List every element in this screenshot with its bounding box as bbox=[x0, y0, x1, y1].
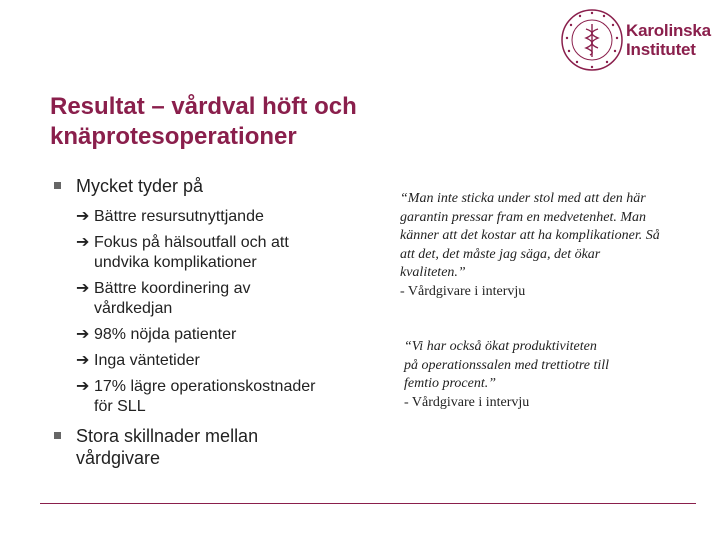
bullet-text: Mycket tyder på bbox=[76, 176, 204, 196]
square-bullet-icon bbox=[54, 432, 61, 439]
footer-divider bbox=[40, 503, 696, 504]
bullet-item bbox=[50, 175, 360, 197]
sub-bullet-line: Fokus på hälsoutfall och att bbox=[94, 234, 289, 251]
quote-1 bbox=[400, 190, 702, 301]
quote-line: kvaliteten.” bbox=[400, 265, 466, 280]
arrow-right-icon: ➔ bbox=[76, 234, 90, 251]
sub-bullet-line: 98% nöjda patienter bbox=[94, 326, 237, 343]
logo-line-2: Institutet bbox=[626, 40, 696, 59]
logo-line-1: Karolinska bbox=[626, 21, 711, 40]
arrow-right-icon: ➔ bbox=[76, 326, 90, 343]
quote-line: garantin pressar fram en medvetenhet. Man bbox=[400, 209, 646, 225]
arrow-right-icon: ➔ bbox=[76, 208, 90, 225]
slide-title bbox=[50, 92, 450, 152]
sub-bullet-line: Inga väntetider bbox=[94, 352, 200, 369]
sub-bullet-item bbox=[50, 351, 360, 371]
sub-bullet-line: undvika komplikationer bbox=[94, 254, 257, 271]
bullet-text-line: vårdgivare bbox=[76, 448, 161, 468]
quote-source: - Vårdgivare i intervju bbox=[404, 394, 530, 410]
quote-2 bbox=[404, 338, 674, 412]
karolinska-logo bbox=[560, 5, 710, 75]
sub-bullet-item bbox=[50, 279, 360, 319]
quote-line: “Vi har också ökat produktiviteten bbox=[404, 339, 597, 354]
bullet-list bbox=[50, 175, 360, 469]
bullet-text-line: Stora skillnader mellan bbox=[76, 426, 259, 446]
quote-line: på operationssalen med trettiotre till bbox=[404, 357, 610, 373]
sub-bullet-line: vårdkedjan bbox=[94, 300, 173, 317]
sub-bullet-line: Bättre resursutnyttjande bbox=[94, 208, 264, 225]
quote-line: att det, det måste jag säga, det ökar bbox=[400, 246, 601, 262]
sub-bullet-item bbox=[50, 207, 360, 227]
arrow-right-icon: ➔ bbox=[76, 352, 90, 369]
seal-icon bbox=[560, 5, 624, 75]
logo-wordmark bbox=[626, 21, 711, 59]
arrow-right-icon: ➔ bbox=[76, 378, 90, 395]
quote-source: - Vårdgivare i intervju bbox=[400, 283, 526, 299]
sub-bullet-item bbox=[50, 233, 360, 273]
sub-bullet-line: Bättre koordinering av bbox=[94, 280, 251, 297]
arrow-right-icon: ➔ bbox=[76, 280, 90, 297]
sub-bullet-list bbox=[50, 207, 360, 417]
sub-bullet-item bbox=[50, 325, 360, 345]
quote-line: femtio procent.” bbox=[404, 376, 497, 391]
bullet-item bbox=[50, 425, 360, 469]
sub-bullet-item bbox=[50, 377, 360, 417]
title-line-2: knäprotesoperationer bbox=[50, 123, 297, 150]
title-line-1: Resultat – vårdval höft och bbox=[50, 93, 357, 120]
sub-bullet-line: för SLL bbox=[94, 398, 146, 415]
sub-bullet-line: 17% lägre operationskostnader bbox=[94, 378, 316, 395]
square-bullet-icon bbox=[54, 182, 61, 189]
quote-line: “Man inte sticka under stol med att den här bbox=[400, 191, 646, 206]
quote-line: känner att det kostar att ha komplikationer. Så bbox=[400, 228, 660, 243]
